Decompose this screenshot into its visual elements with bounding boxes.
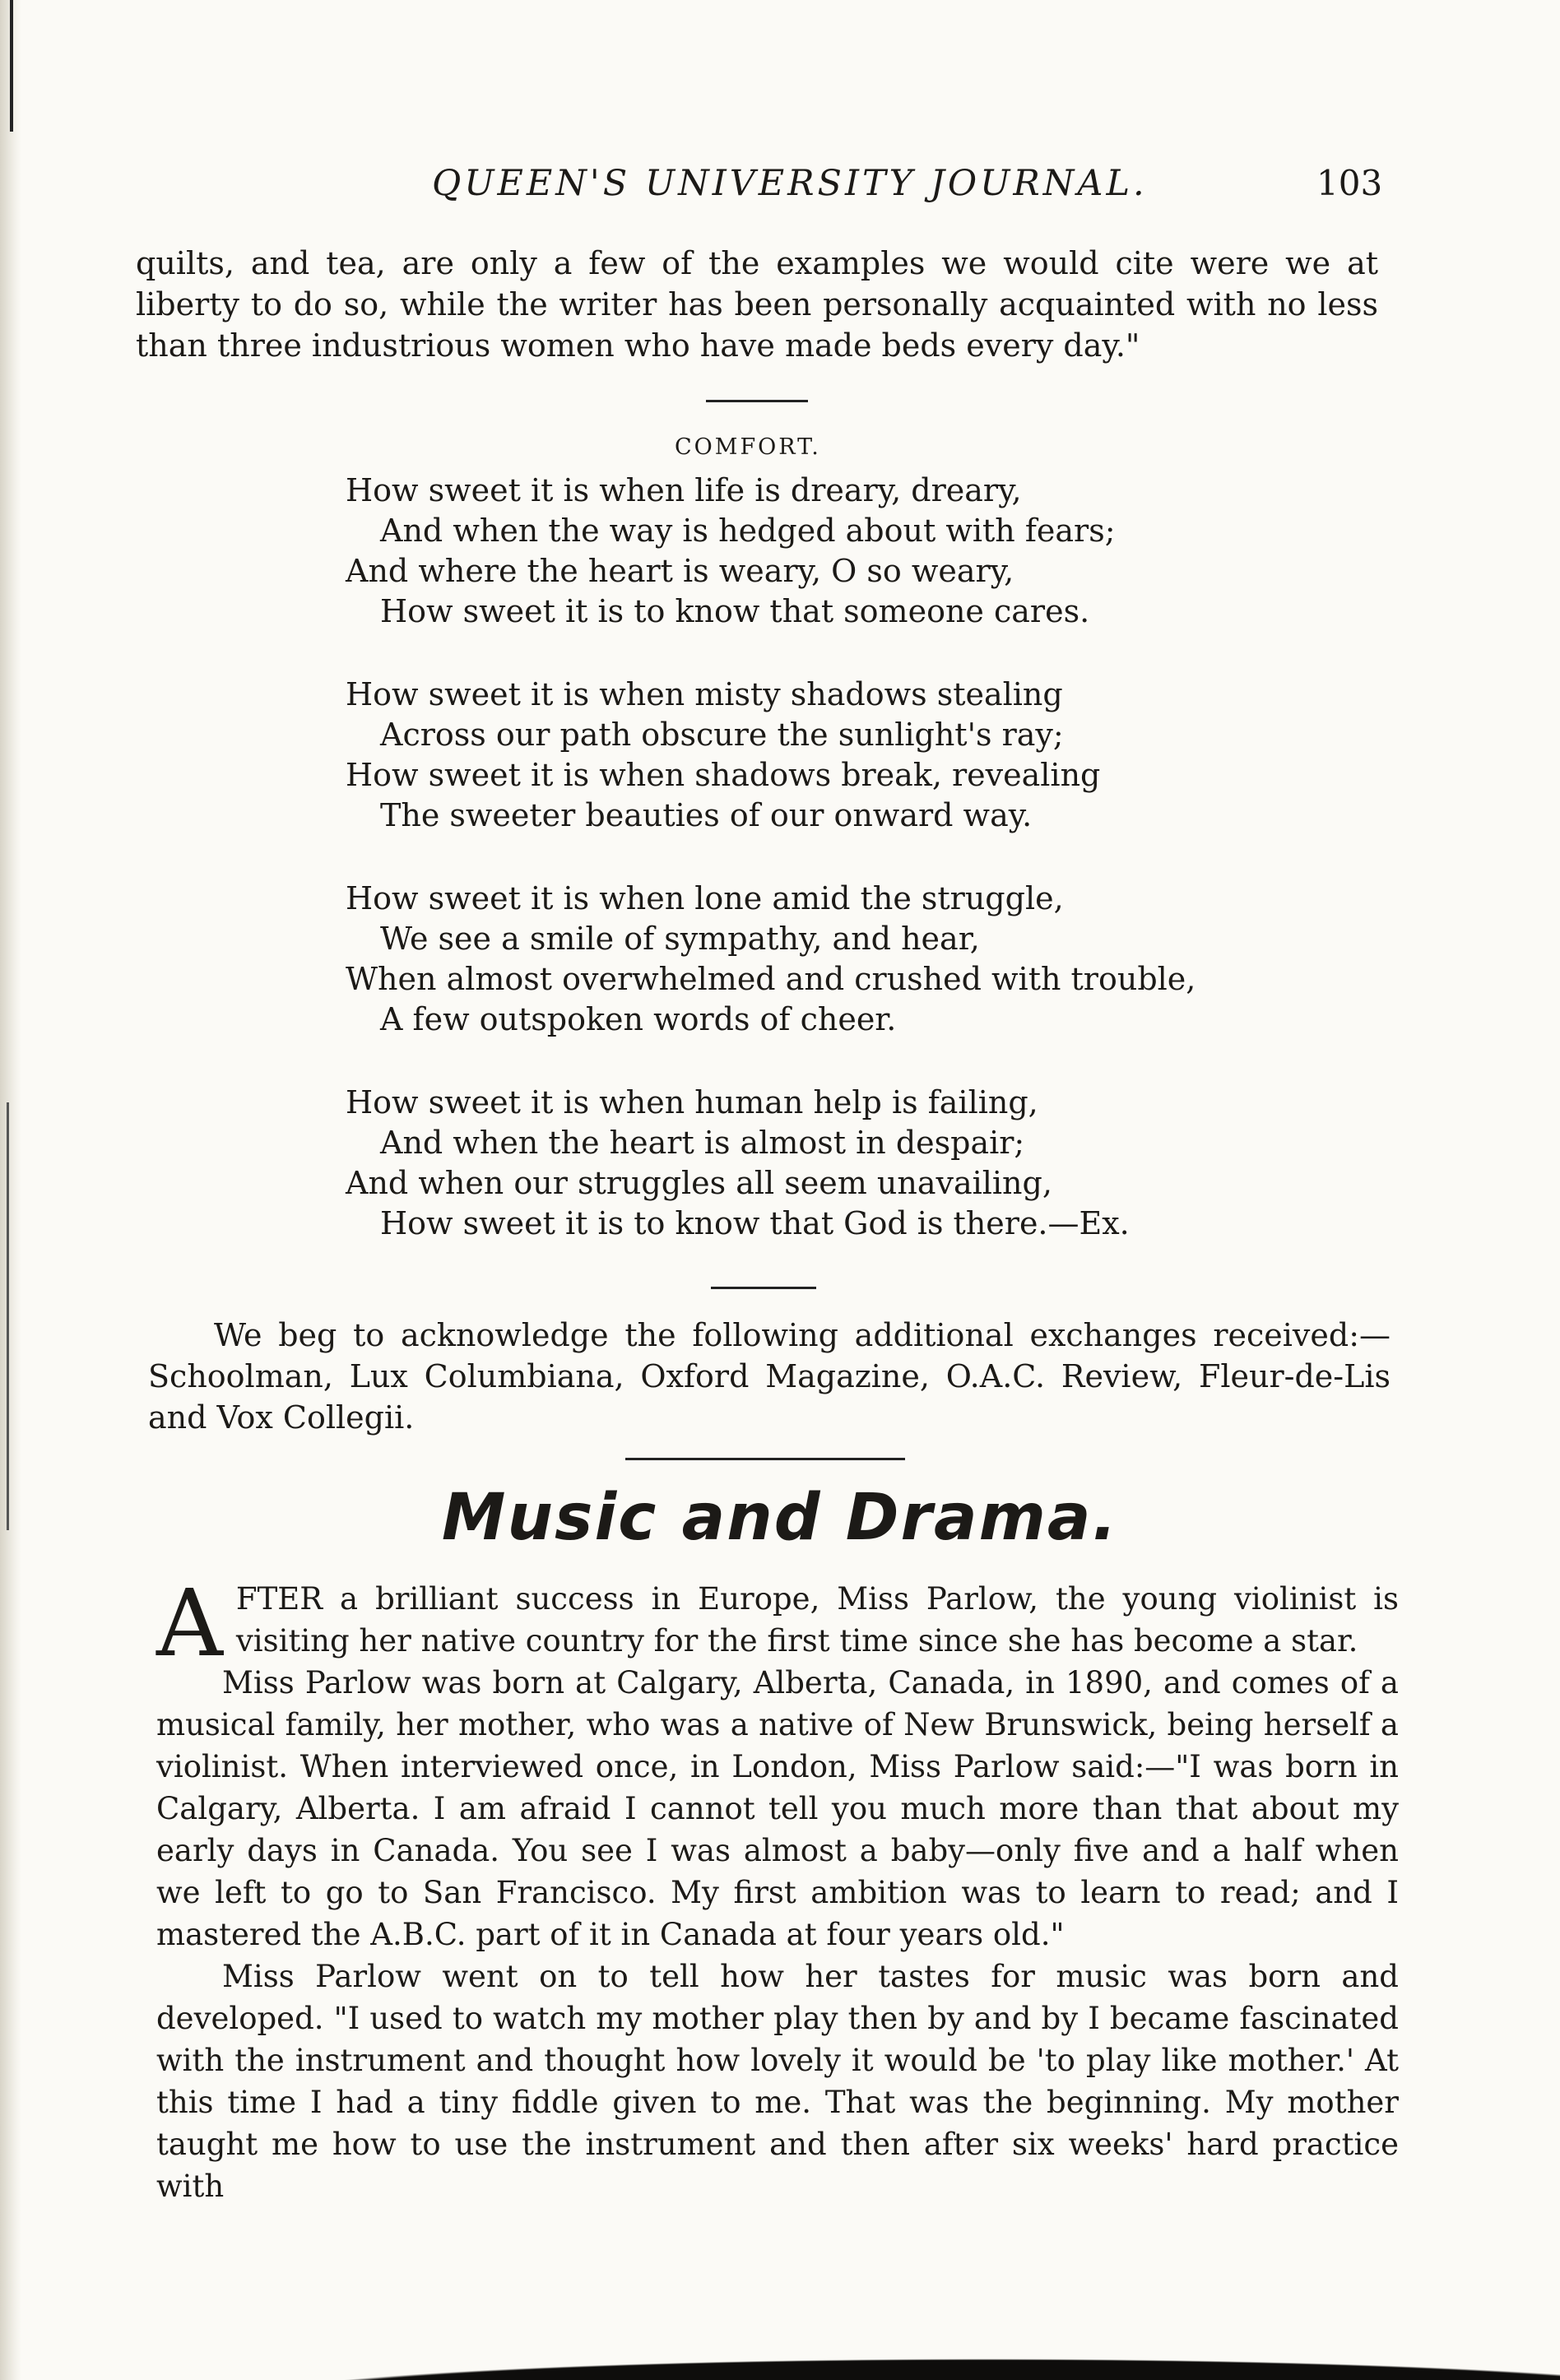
poem-line: How sweet it is when human help is failing,: [346, 1084, 1038, 1120]
poem-line: When almost overwhelmed and crushed with trouble,: [346, 961, 1196, 997]
exchanges-block: [148, 1315, 1391, 1438]
poem-line: How sweet it is when misty shadows stealing: [346, 676, 1063, 712]
poem-line: How sweet it is when life is dreary, dreary,: [346, 472, 1022, 508]
section-divider: [711, 1287, 816, 1289]
poem-line: The sweeter beauties of our onward way.: [380, 797, 1033, 833]
poem-stanza: [346, 1083, 1251, 1244]
poem-line: We see a smile of sympathy, and hear,: [380, 921, 980, 957]
poem-title: COMFORT.: [675, 434, 821, 460]
journal-title: QUEEN'S UNIVERSITY JOURNAL.: [432, 163, 1148, 204]
poem-line: How sweet it is to know that someone cares.: [380, 593, 1090, 629]
section-divider: [625, 1458, 905, 1460]
poem-stanza: [346, 879, 1251, 1040]
opening-paragraph-block: [136, 243, 1378, 366]
first-paragraph-text: FTER a brilliant success in Europe, Miss Parlow, the young violinist is visiting her native country for the first time since she has become a star.: [235, 1581, 1399, 1659]
poem-stanza: [346, 471, 1251, 632]
paragraph: Miss Parlow went on to tell how her tastes for music was born and developed. "I used to watch my mother play then by and by I became fascinated with the instrument and thought how lovely it would be 'to play like mother.' At this time I had a tiny fiddle given to me. That was the beginning. My mother taught me how to use the instrument and then after six weeks' hard practice with: [156, 1959, 1399, 2204]
running-head: [0, 163, 1560, 212]
section-title: Music and Drama.: [441, 1481, 1119, 1555]
exchanges-paragraph: We beg to acknowledge the following additional exchanges received:—Schoolman, Lux Columbiana, Oxford Magazine, O.A.C. Review, Fleur-de-Lis and Vox Collegii.: [148, 1317, 1391, 1436]
poem-line: How sweet it is when shadows break, revealing: [346, 757, 1101, 793]
page-curl-shadow: [0, 2281, 1560, 2380]
music-drama-body: [156, 1570, 1399, 2207]
poem-line: And when the way is hedged about with fears;: [380, 513, 1116, 549]
poem-line: And where the heart is weary, O so weary,: [346, 553, 1014, 589]
first-paragraph: [156, 1570, 1399, 1677]
poem-stanza: [346, 675, 1251, 836]
poem-line: A few outspoken words of cheer.: [380, 1001, 897, 1037]
section-divider: [706, 400, 808, 402]
poem-line: How sweet it is when lone amid the struggle,: [346, 880, 1064, 916]
binding-edge-mark: [7, 1102, 9, 1530]
poem-line: And when the heart is almost in despair;: [380, 1125, 1025, 1161]
opening-paragraph: quilts, and tea, are only a few of the examples we would cite were we at liberty to do so, while the writer has been personally acquainted with no less than three industrious women who have made beds every day.": [136, 245, 1378, 364]
binding-edge-mark: [10, 0, 13, 132]
poem: [346, 471, 1251, 1287]
page-edge-shadow: [0, 0, 21, 2380]
page-number: 103: [1316, 163, 1383, 203]
paragraph: Miss Parlow was born at Calgary, Alberta, Canada, in 1890, and comes of a musical family, her mother, who was a native of New Brunswick, being herself a violinist. When interviewed once, in London, Miss Parlow said:—"I was born in Calgary, Alberta. I am afraid I cannot tell you much more than that about my early days in Canada. You see I was almost a baby—only five and a half when we left to go to San Francisco. My first ambition was to learn to read; and I mastered the A.B.C. part of it in Canada at four years old.": [156, 1665, 1399, 1952]
poem-line: Across our path obscure the sunlight's ray;: [380, 717, 1064, 753]
drop-cap: A: [156, 1570, 223, 1677]
poem-line: How sweet it is to know that God is there.—Ex.: [380, 1205, 1130, 1241]
poem-line: And when our struggles all seem unavailing,: [346, 1165, 1052, 1201]
